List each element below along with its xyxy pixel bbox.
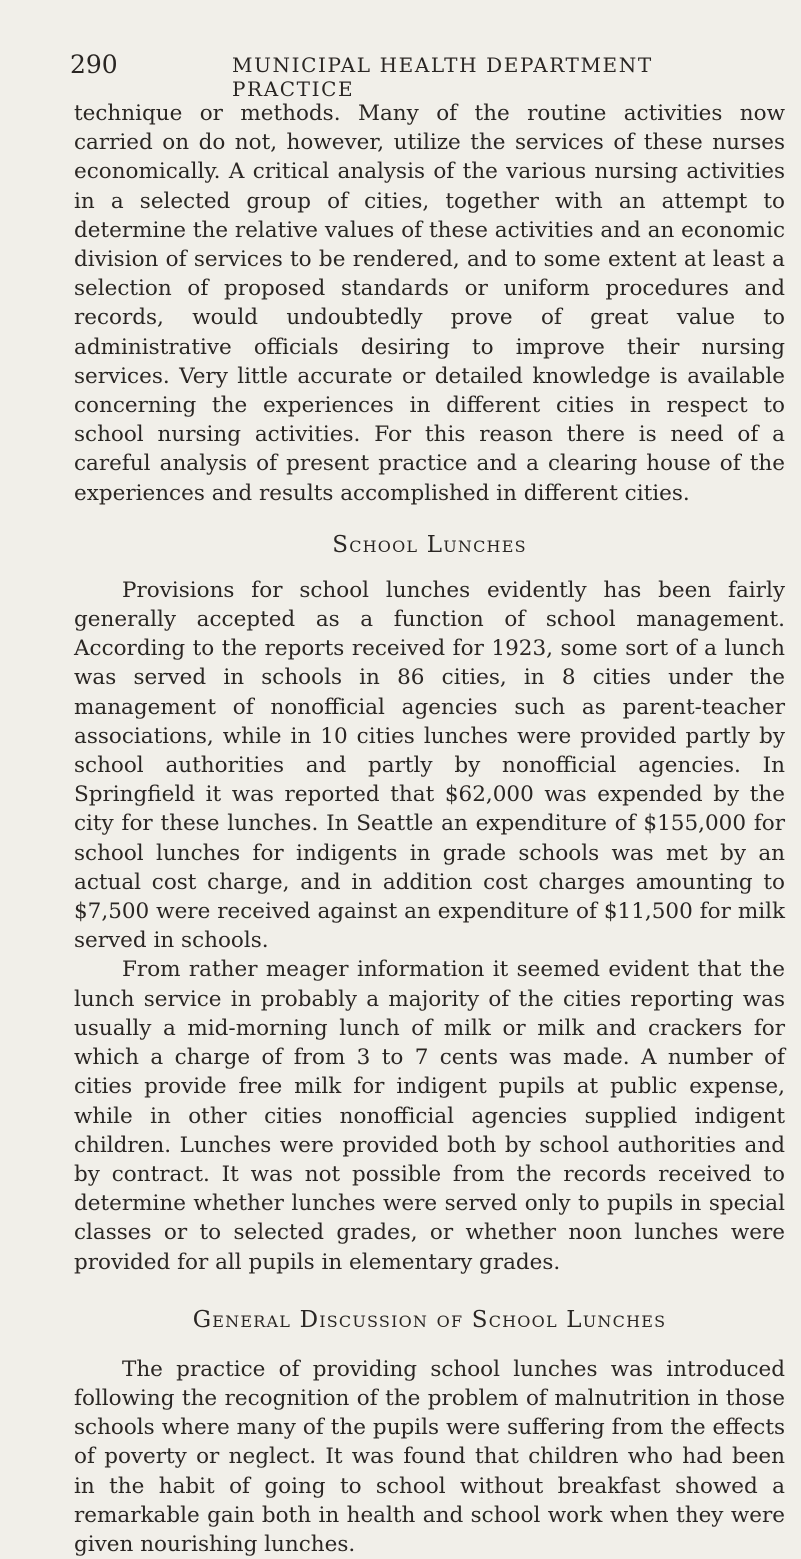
page-number: 290 xyxy=(70,50,118,79)
paragraph-lunches-2: From rather meager information it seemed evident that the lunch service in probably a majority of the cities reporting was usually a mid-morning lunch of milk or milk and crackers for which a charge of from 3 to 7 cents was made. A number of cities provide free milk for indigent pupils at public expense, while in other cities nonofficial agencies supplied indigent children. Lunches were provided both by school authorities and by contract. It was not possible from the records received to determine whether lunches were served only to pupils in special classes or to selected grades, or whether noon lunches were provided for all pupils in elementary grades. xyxy=(74,957,785,1275)
paragraph-general-1: The practice of providing school lunches was introduced following the recognition of the problem of malnutrition in those schools where many of the pupils were suffering from the effects of poverty or neglect. It was found that children who had been in the habit of going to school without breakfast showed a remarkable gain both in health and school work when they were given nourishing lunches. xyxy=(74,1356,785,1557)
paragraph-intro: technique or methods. Many of the routine activities now carried on do not, however, utilize the services of these nurses economically. A critical analysis of the various nursing activities in a selected group of cities, together with an attempt to determine the relative values of these activities and an economic division of services to be rendered, and to some extent at least a selection of proposed standards or uniform procedures and records, would undoubtedly prove of great value to administrative officials desiring to improve their nursing services. Very little accurate or detailed knowledge is available concerning the experiences in different cities in respect to school nursing activities. For this reason there is need of a careful analysis of present practice and a clearing house of the experiences and results accomplished in different cities. xyxy=(74,101,785,506)
paragraph-lunches-1: Provisions for school lunches evidently has been fairly generally accepted as a function of school management. According to the reports received for 1923, some sort of a lunch was served in schools in 86 cities, in 8 cities under the management of nonofficial agencies such as parent-teacher associations, while in 10 cities lunches were provided partly by school authorities and partly by nonofficial agencies. In Springfield it was reported that $62,000 was expended by the city for these lunches. In Seattle an expenditure of $155,000 for school lunches for indigents in grade schools was met by an actual cost charge, and in addition cost charges amounting to $7,500 were received against an expenditure of $11,500 for milk served in schools. xyxy=(74,577,785,954)
section-heading-school-lunches: School Lunches xyxy=(332,531,527,558)
section-heading-general-discussion: General Discussion of School Lunches xyxy=(192,1306,667,1333)
running-head xyxy=(70,50,761,101)
running-title: MUNICIPAL HEALTH DEPARTMENT PRACTICE xyxy=(232,53,653,101)
page-body xyxy=(74,99,785,1559)
